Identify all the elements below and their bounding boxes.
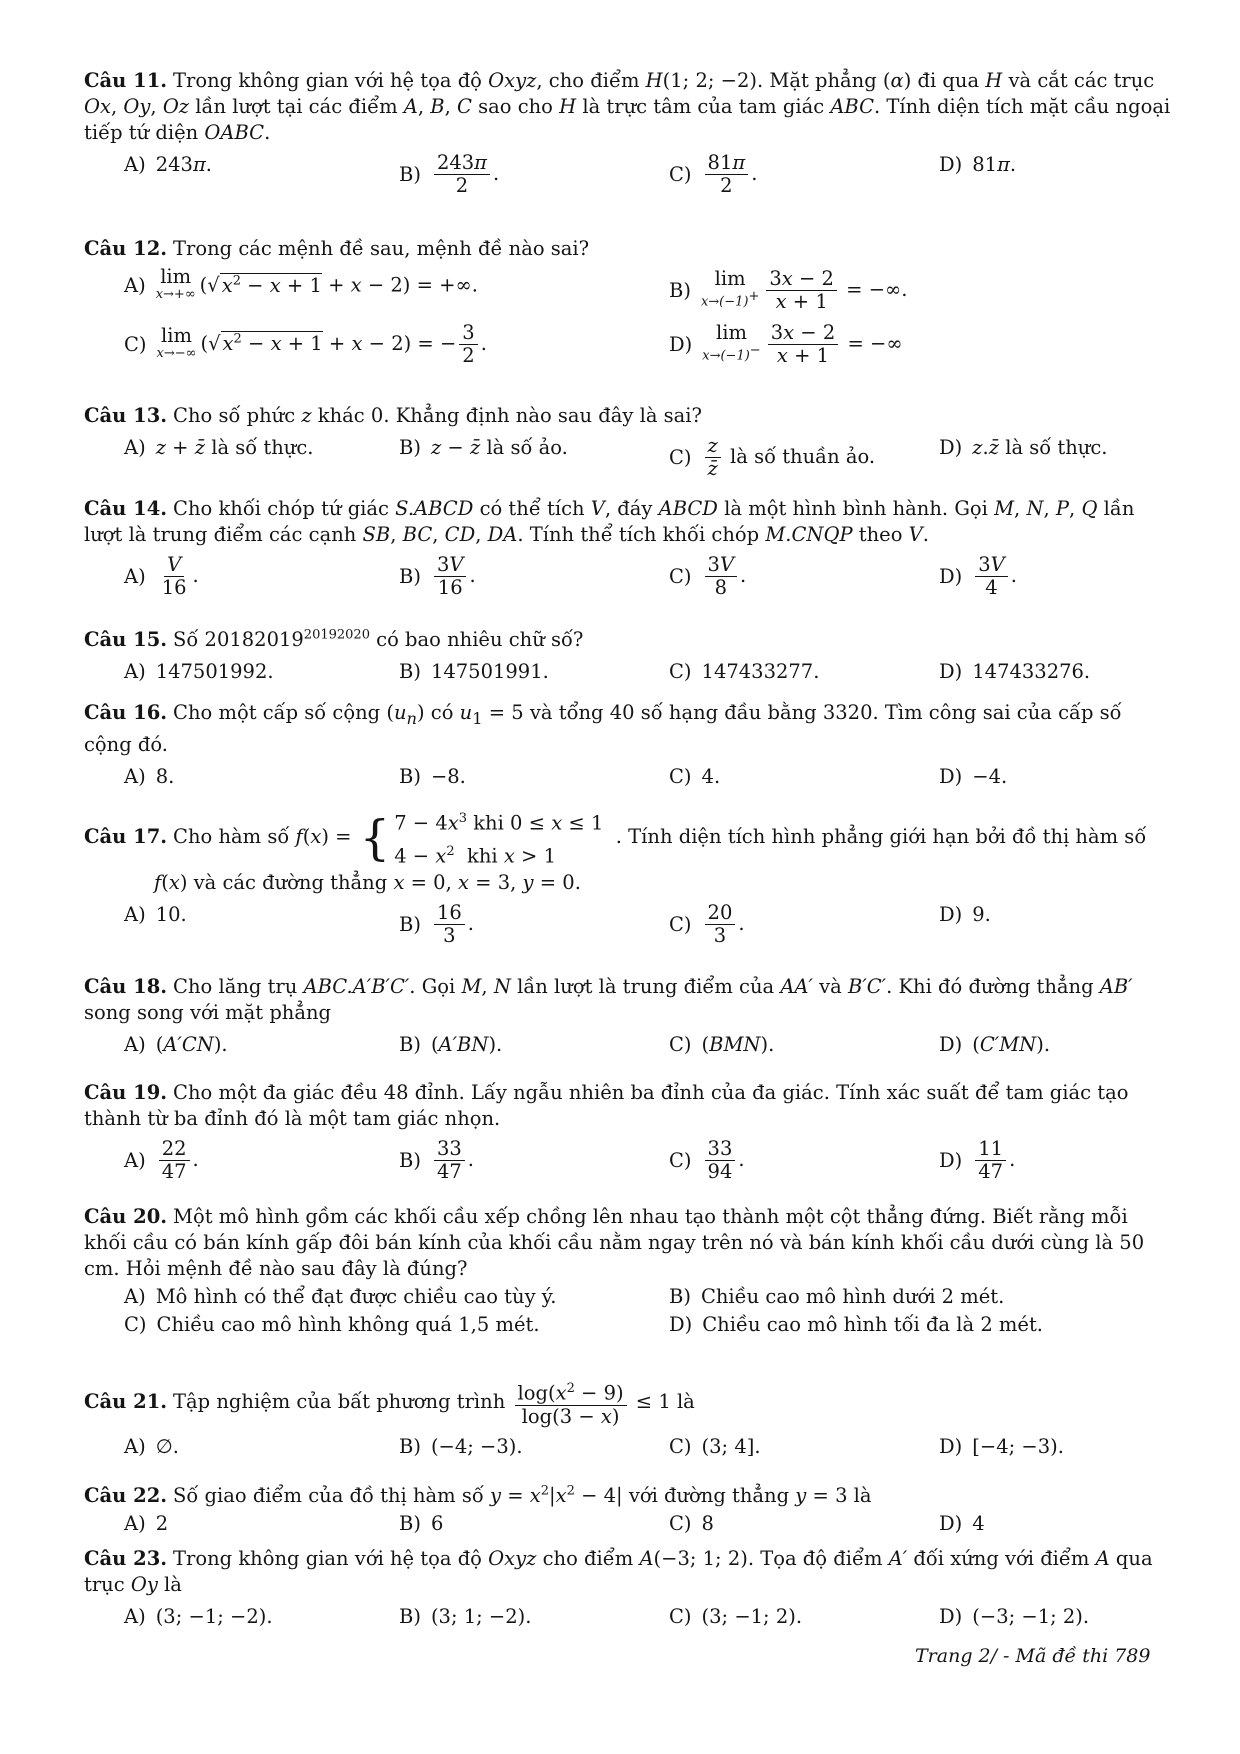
question-label: Câu 19. xyxy=(84,1081,168,1104)
option-c[interactable]: C) $\frac{33}{94}$ . xyxy=(669,1137,745,1183)
question-label: Câu 12. xyxy=(84,237,168,260)
option-d[interactable]: D) 147433276. xyxy=(939,659,1091,683)
option-a[interactable]: A) 2 xyxy=(124,1511,169,1535)
option-d[interactable]: D) Chiều cao mô hình tối đa là 2 mét. xyxy=(669,1313,1043,1336)
question-stem: Trong không gian với hệ tọa độ Oxyz cho điểm A(−3; 1; 2). Tọa độ điểm A′ đối xứng với điểm A qua trục Oy là xyxy=(84,1547,1153,1596)
question-18 xyxy=(84,974,1174,1066)
option-c[interactable]: C) $\frac{20}{3}$ . xyxy=(669,901,745,947)
question-label: Câu 17. xyxy=(84,825,168,848)
question-23 xyxy=(84,1546,1174,1638)
option-b[interactable]: B) Chiều cao mô hình dưới 2 mét. xyxy=(669,1285,1005,1308)
option-d[interactable]: D) $\frac{3V}{4}$ . xyxy=(939,553,1017,599)
option-d[interactable]: D) (C′MN). xyxy=(939,1033,1051,1056)
question-stem: Cho lăng trụ ABC.A′B′C′. Gọi M, N lần lượt là trung điểm của AA′ và B′C′. Khi đó đường thẳng AB′ song song với mặt phẳng xyxy=(84,975,1133,1024)
option-b[interactable]: B) $\frac{16}{3}$ . xyxy=(399,901,474,947)
option-c[interactable]: C) lim x→−∞ (√ $x^2 - x + 1 + x - 2$) = − $\frac{3}{2}$ . xyxy=(124,321,487,367)
option-b[interactable]: B) $\frac{3V}{16}$ . xyxy=(399,553,476,599)
options-row xyxy=(84,1434,1174,1468)
question-14 xyxy=(84,496,1174,602)
options-row xyxy=(84,554,1174,602)
option-c[interactable]: C) $\frac{3V}{8}$ . xyxy=(669,553,747,599)
option-b[interactable]: B) (A′BN). xyxy=(399,1033,503,1056)
options-row xyxy=(84,659,1174,693)
question-13 xyxy=(84,403,1174,483)
question-label: Câu 23. xyxy=(84,1547,168,1570)
option-b[interactable]: B) $\frac{243\pi}{2}$ . xyxy=(399,151,500,197)
option-b[interactable]: B) $\frac{33}{47}$ . xyxy=(399,1137,474,1183)
options-row xyxy=(84,1604,1174,1638)
option-b[interactable]: B) (3; 1; −2). xyxy=(399,1605,532,1628)
option-c[interactable]: C) (BMN). xyxy=(669,1033,775,1056)
option-a[interactable]: A) 243π. xyxy=(124,153,212,176)
question-stem: Trong các mệnh đề sau, mệnh đề nào sai? xyxy=(173,237,590,260)
option-a[interactable]: A) 8. xyxy=(124,764,175,788)
question-15 xyxy=(84,622,1174,693)
question-label: Câu 20. xyxy=(84,1205,168,1228)
option-a[interactable]: A) Mô hình có thể đạt được chiều cao tùy ý. xyxy=(124,1285,557,1308)
option-a[interactable]: A) $\frac{V}{16}$ . xyxy=(124,553,199,599)
option-a[interactable]: A) $\frac{22}{47}$ . xyxy=(124,1137,199,1183)
option-b[interactable]: B) z − z̄ là số ảo. xyxy=(399,436,568,459)
option-c[interactable]: C) $\frac{81\pi}{2}$ . xyxy=(669,151,758,197)
question-stem: Cho số phức z khác 0. Khẳng định nào sau đây là sai? xyxy=(173,404,702,427)
option-d[interactable]: D) lim x→(−1)− $\frac{3x - 2}{x + 1}$ = −∞ xyxy=(669,320,903,367)
option-d[interactable]: D) [−4; −3). xyxy=(939,1434,1064,1458)
options-row xyxy=(84,1032,1174,1066)
options-row xyxy=(84,1511,1174,1539)
option-b[interactable]: B) 6 xyxy=(399,1511,444,1535)
option-b[interactable]: B) (−4; −3). xyxy=(399,1434,523,1458)
question-17 xyxy=(84,805,1174,950)
option-c[interactable]: C) $\frac{z}{z̄}$ là số thuần ảo. xyxy=(669,434,876,480)
options-row xyxy=(84,764,1174,798)
option-b[interactable]: B) lim x→(−1)+ $\frac{3x - 2}{x + 1}$ = −∞. xyxy=(669,266,908,313)
question-12 xyxy=(84,236,1174,370)
question-stem: Cho một đa giác đều 48 đỉnh. Lấy ngẫu nhiên ba đỉnh của đa giác. Tính xác suất để tam giác tạo thành từ ba đỉnh đó là một tam giác nhọn. xyxy=(84,1081,1129,1130)
option-a[interactable]: A) ∅. xyxy=(124,1434,179,1458)
option-a[interactable]: A) 147501992. xyxy=(124,659,274,683)
question-stem: Cho khối chóp tứ giác S.ABCD có thể tích V, đáy ABCD là một hình bình hành. Gọi M, N, P, Q lần lượt là trung điểm các cạnh SB, BC, CD, DA. Tính thể tích khối chóp M.CNQP theo V. xyxy=(84,497,1135,546)
option-d[interactable]: D) 4 xyxy=(939,1511,985,1535)
options-row xyxy=(84,152,1174,200)
option-a[interactable]: A) z + z̄ là số thực. xyxy=(124,436,314,459)
option-d[interactable]: D) $\frac{11}{47}$ . xyxy=(939,1137,1016,1183)
options-row xyxy=(84,435,1174,483)
option-a[interactable]: A) (A′CN). xyxy=(124,1033,228,1056)
question-stem: Trong không gian với hệ tọa độ Oxyz, cho điểm H(1; 2; −2). Mặt phẳng (α) đi qua H và cắt các trục Ox, Oy, Oz lần lượt tại các điểm A, B, C sao cho H là trực tâm của tam giác ABC. Tính diện tích mặt cầu ngoại tiếp tứ diện OABC. xyxy=(84,69,1171,144)
option-d[interactable]: D) −4. xyxy=(939,764,1008,788)
options-row xyxy=(84,1312,1174,1338)
option-a[interactable]: A) (3; −1; −2). xyxy=(124,1605,273,1628)
question-stem: Số $20182019^{20192020}$ có bao nhiêu chữ số? xyxy=(173,627,584,651)
question-label: Câu 21. xyxy=(84,1390,168,1414)
question-19 xyxy=(84,1080,1174,1186)
question-21 xyxy=(84,1378,1174,1468)
question-label: Câu 16. xyxy=(84,701,168,724)
options-row xyxy=(84,265,1174,316)
option-c[interactable]: C) 147433277. xyxy=(669,659,820,683)
question-16 xyxy=(84,700,1174,798)
option-b[interactable]: B) 147501991. xyxy=(399,659,549,683)
question-label: Câu 14. xyxy=(84,497,168,520)
question-stem: Cho hàm số f(x) = { $7 - 4x^3$ khi 0 ≤ x ≤ 1 $4 - x^2$ khi x > 1 . Tính diện tích hình phẳng giới hạn bởi đồ thị hàm số f(x) và các đường thẳng x = 0, x = 3, y = 0. xyxy=(154,809,1147,894)
option-b[interactable]: B) −8. xyxy=(399,764,466,788)
question-stem: Cho một cấp số cộng $(u_n)$ có $u_1 = 5$ và tổng 40 số hạng đầu bằng 3320. Tìm công sai của cấp số cộng đó. xyxy=(84,701,1122,756)
question-stem: Một mô hình gồm các khối cầu xếp chồng lên nhau tạo thành một cột thẳng đứng. Biết rằng mỗi khối cầu có bán kính gấp đôi bán kính của khối cầu nằm ngay trên nó và bán kính khối cầu dưới cùng là 50 cm. Hỏi mệnh đề nào sau đây là đúng? xyxy=(84,1205,1145,1280)
question-11 xyxy=(84,68,1174,200)
option-c[interactable]: C) Chiều cao mô hình không quá 1,5 mét. xyxy=(124,1313,540,1336)
option-c[interactable]: C) 4. xyxy=(669,764,721,788)
question-22 xyxy=(84,1478,1174,1539)
question-stem: Số giao điểm của đồ thị hàm số $y = x^2|x^2 - 4|$ với đường thẳng y = 3 là xyxy=(173,1483,872,1507)
question-label: Câu 22. xyxy=(84,1483,168,1507)
options-row xyxy=(84,1284,1174,1310)
question-stem: Tập nghiệm của bất phương trình $\frac{\log(x^2 - 9)}{\log(3 - x)}$ ≤ 1 là xyxy=(173,1390,695,1413)
question-label: Câu 11. xyxy=(84,69,168,92)
question-20 xyxy=(84,1204,1174,1338)
option-d[interactable]: D) 81π. xyxy=(939,153,1017,176)
option-d[interactable]: D) z.z̄ là số thực. xyxy=(939,436,1108,459)
options-row xyxy=(84,322,1174,370)
option-c[interactable]: C) (3; −1; 2). xyxy=(669,1605,803,1628)
options-row xyxy=(84,902,1174,950)
question-label: Câu 18. xyxy=(84,975,168,998)
option-c[interactable]: C) 8 xyxy=(669,1511,714,1535)
option-a[interactable]: A) 10. xyxy=(124,903,187,926)
option-d[interactable]: D) 9. xyxy=(939,903,991,926)
question-label: Câu 15. xyxy=(84,627,168,651)
option-a[interactable]: A) lim x→+∞ (√ $x^2 - x + 1 + x - 2$) = +∞. xyxy=(124,265,478,302)
question-label: Câu 13. xyxy=(84,404,168,427)
options-row xyxy=(84,1138,1174,1186)
page-footer: Trang 2/ - Mã đề thi 789 xyxy=(915,1645,1151,1667)
option-d[interactable]: D) (−3; −1; 2). xyxy=(939,1605,1090,1628)
option-c[interactable]: C) (3; 4]. xyxy=(669,1434,761,1458)
